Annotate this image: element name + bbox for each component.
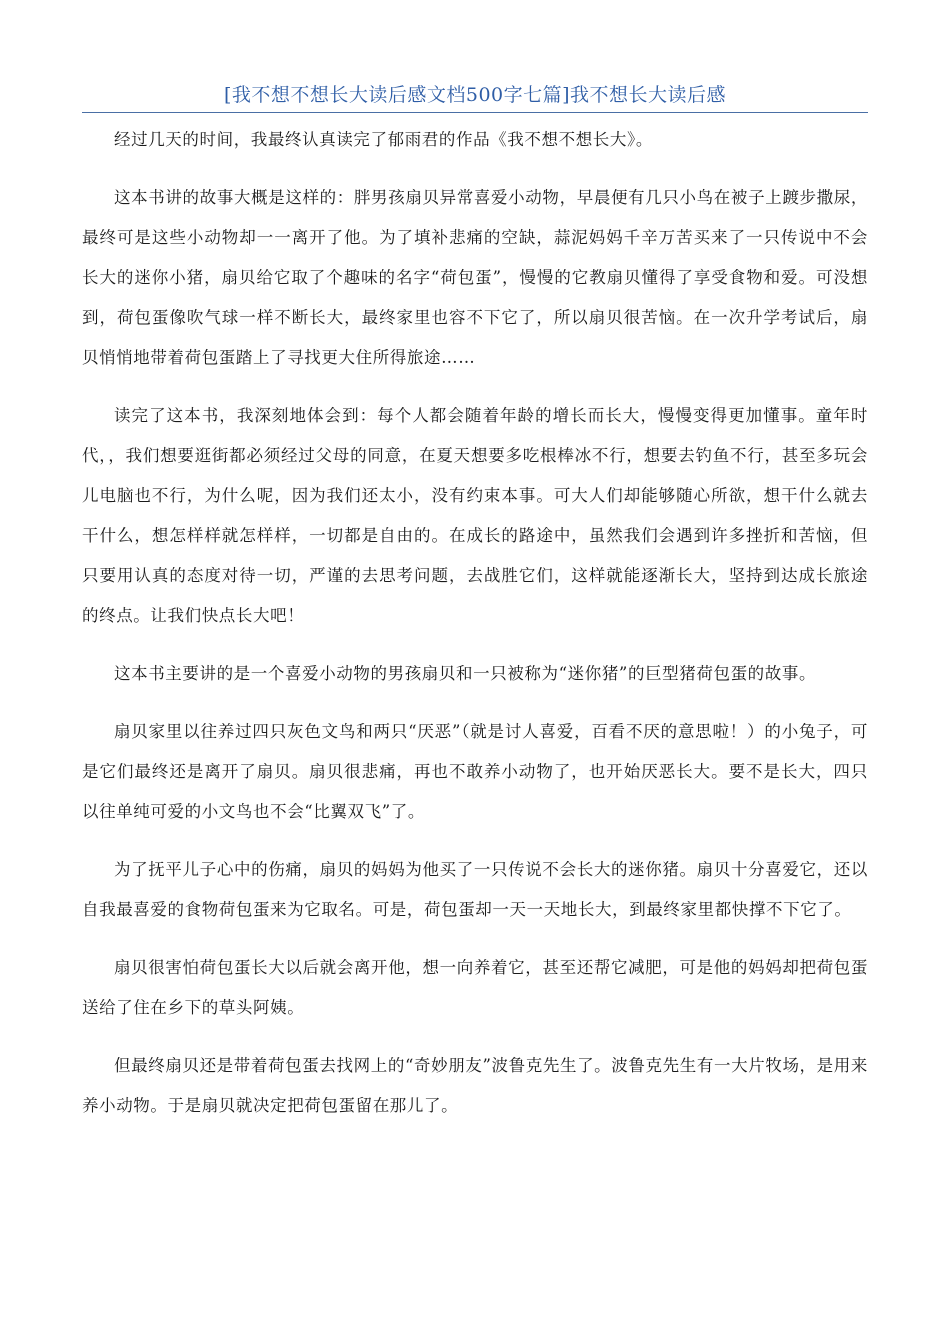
document-body bbox=[82, 120, 868, 1144]
paragraph: 扇贝家里以往养过四只灰色文鸟和两只“厌恶”（就是讨人喜爱，百看不厌的意思啦！）的小兔子，可是它们最终还是离开了扇贝。扇贝很悲痛，再也不敢养小动物了，也开始厌恶长大。要不是长大，四只以往单纯可爱的小文鸟也不会“比翼双飞”了。 bbox=[82, 722, 868, 821]
document-header bbox=[82, 82, 868, 113]
paragraph: 但最终扇贝还是带着荷包蛋去找网上的“奇妙朋友”波鲁克先生了。波鲁克先生有一大片牧场，是用来养小动物。于是扇贝就决定把荷包蛋留在那儿了。 bbox=[82, 1056, 868, 1115]
paragraph: 为了抚平儿子心中的伤痛，扇贝的妈妈为他买了一只传说不会长大的迷你猪。扇贝十分喜爱它，还以自我最喜爱的食物荷包蛋来为它取名。可是，荷包蛋却一天一天地长大，到最终家里都快撑不下它了。 bbox=[82, 860, 868, 919]
paragraph: 扇贝很害怕荷包蛋长大以后就会离开他，想一向养着它，甚至还帮它减肥，可是他的妈妈却把荷包蛋送给了住在乡下的草头阿姨。 bbox=[82, 958, 868, 1017]
paragraph: 读完了这本书，我深刻地体会到：每个人都会随着年龄的增长而长大，慢慢变得更加懂事。童年时代，，我们想要逛街都必须经过父母的同意，在夏天想要多吃根棒冰不行，想要去钓鱼不行，甚至多玩会儿电脑也不行，为什么呢，因为我们还太小，没有约束本事。可大人们却能够随心所欲，想干什么就去干什么，想怎样样就怎样样，一切都是自由的。在成长的路途中，虽然我们会遇到许多挫折和苦恼，但只要用认真的态度对待一切，严谨的去思考问题，去战胜它们，这样就能逐渐长大，坚持到达成长旅途的终点。让我们快点长大吧！ bbox=[82, 406, 868, 625]
paragraph: 这本书主要讲的是一个喜爱小动物的男孩扇贝和一只被称为“迷你猪”的巨型猪荷包蛋的故事。 bbox=[114, 664, 817, 683]
document-title: [我不想不想长大读后感文档500字七篇]我不想长大读后感 bbox=[223, 84, 727, 106]
paragraph: 经过几天的时间，我最终认真读完了郁雨君的作品《我不想不想长大》。 bbox=[114, 130, 653, 149]
paragraph: 这本书讲的故事大概是这样的：胖男孩扇贝异常喜爱小动物，早晨便有几只小鸟在被子上踱步撒尿，最终可是这些小动物却一一离开了他。为了填补悲痛的空缺，蒜泥妈妈千辛万苦买来了一只传说中不会长大的迷你小猪，扇贝给它取了个趣味的名字“荷包蛋”，慢慢的它教扇贝懂得了享受食物和爱。可没想到，荷包蛋像吹气球一样不断长大，最终家里也容不下它了，所以扇贝很苦恼。在一次升学考试后，扇贝悄悄地带着荷包蛋踏上了寻找更大住所得旅途…… bbox=[82, 188, 868, 367]
